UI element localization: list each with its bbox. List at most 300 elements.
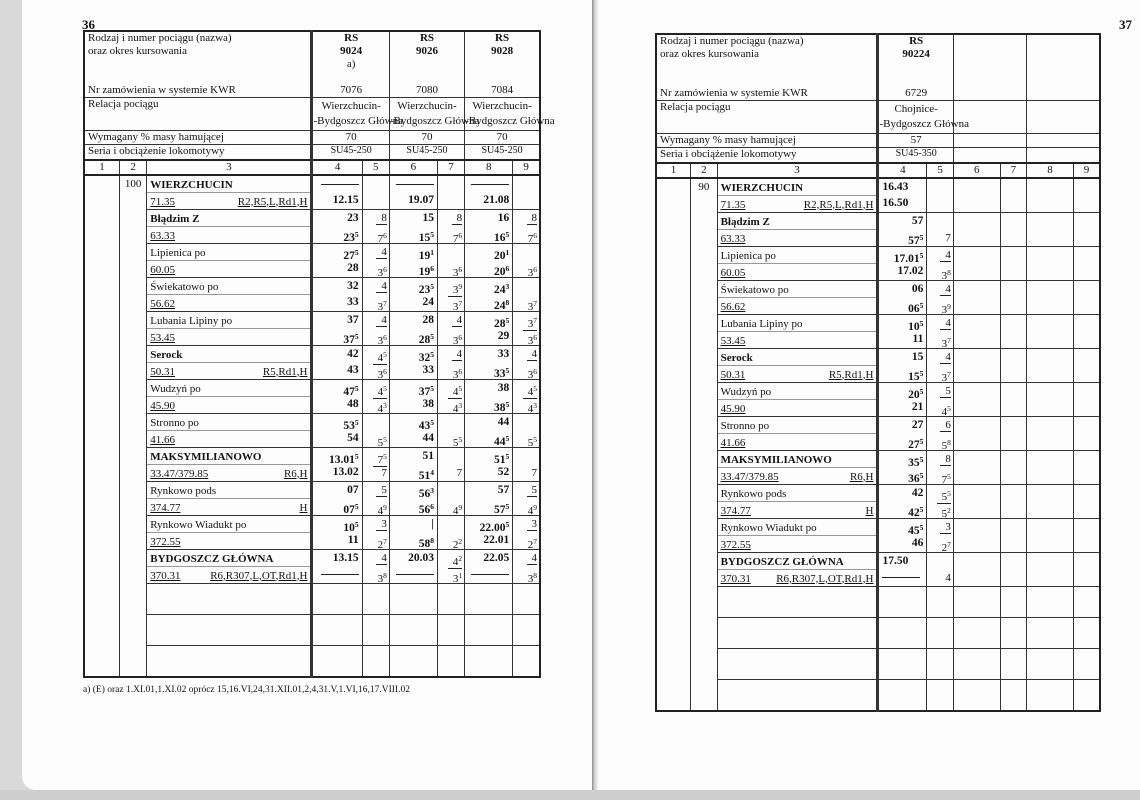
time-cell	[312, 413, 362, 447]
departure-time	[1030, 195, 1070, 211]
station-name: Serock	[150, 348, 183, 361]
arrival-time: $53^5$	[343, 417, 359, 432]
departure-time: $33^5$	[494, 365, 510, 380]
empty-cell	[953, 586, 1000, 617]
running-time-min: $3^6$	[377, 264, 387, 279]
empty-cell	[717, 679, 878, 711]
empty-row	[656, 617, 1100, 648]
station-km: 41.66	[720, 436, 746, 449]
empty-cell	[147, 645, 312, 677]
station-name: Świekatowo po	[150, 280, 219, 293]
departure-time: $06^5$	[908, 300, 924, 315]
running-time-cell	[513, 243, 540, 277]
station-name: MAKSYMILIANOWO	[720, 453, 832, 466]
running-time-cell	[437, 413, 464, 447]
empty-cell	[927, 679, 953, 711]
departure-time	[316, 566, 358, 582]
arrival-time: $28^5$	[494, 315, 510, 330]
station-km: 63.33	[150, 229, 175, 242]
station-cell	[147, 243, 312, 277]
station-km: 60.05	[150, 263, 175, 276]
running-time-max: $4^5$	[448, 386, 462, 399]
station-km: 53.45	[150, 331, 175, 344]
running-time-max: 4	[376, 280, 387, 293]
time-cell	[389, 515, 437, 549]
departure-time	[957, 229, 997, 245]
time-cell	[1027, 212, 1074, 246]
time-cell	[953, 484, 1000, 518]
departure-time	[1030, 263, 1070, 279]
empty-cell	[1000, 586, 1026, 617]
time-cell	[878, 484, 927, 518]
header-kwr-row	[84, 84, 540, 98]
running-time-min	[1003, 536, 1024, 552]
station-cell	[147, 447, 312, 481]
time-cell	[465, 481, 513, 515]
departure-time: 46	[911, 536, 924, 549]
running-time-min: $5^8$	[941, 437, 951, 452]
arrival-time: $43^5$	[418, 417, 434, 432]
column-number: 6	[389, 160, 437, 175]
running-time-min	[1076, 468, 1097, 484]
time-cell	[465, 243, 513, 277]
arrival-time	[1030, 553, 1070, 569]
empty-cell	[927, 586, 953, 617]
empty-cell	[1027, 586, 1074, 617]
arrival-time	[957, 349, 997, 365]
empty-cell	[389, 614, 437, 645]
header-train-row	[84, 31, 540, 84]
running-time-min	[1076, 434, 1097, 450]
running-time-cell	[513, 379, 540, 413]
time-cell	[1027, 348, 1074, 382]
train-type: RS	[495, 32, 510, 44]
running-time-max: 4	[376, 552, 387, 565]
running-time-min	[1003, 366, 1024, 382]
running-time-min	[1003, 468, 1024, 484]
column-number: 9	[513, 160, 540, 175]
station-row	[84, 311, 540, 345]
brake-percent: 70	[312, 131, 389, 145]
departure-time: 38	[422, 397, 434, 410]
running-time-min: $2^7$	[527, 536, 537, 551]
station-name: BYDGOSZCZ GŁÓWNA	[150, 552, 274, 565]
station-km: 45.90	[720, 402, 746, 415]
station-codes: R6,R307,L,OT,Rd1,H	[776, 572, 874, 585]
train-kind-label: Rodzaj i numer pociągu (nazwa)	[660, 35, 804, 47]
column-number: 2	[120, 160, 147, 175]
column-number: 7	[1000, 163, 1026, 178]
running-time-cell	[362, 413, 389, 447]
running-time-cell	[1073, 518, 1100, 552]
station-km: 50.31	[150, 365, 175, 378]
station-name: Stronno po	[720, 419, 770, 432]
running-time-min: $4^5$	[941, 403, 951, 418]
arrival-time	[957, 247, 997, 263]
departure-time: $51^4$	[418, 467, 434, 482]
station-row	[84, 345, 540, 379]
running-time-cell	[1073, 416, 1100, 450]
brake-percent: 70	[465, 131, 540, 145]
station-row	[656, 450, 1100, 484]
departure-time: $15^5$	[908, 368, 924, 383]
running-time-cell	[362, 277, 389, 311]
station-name: MAKSYMILIANOWO	[150, 450, 262, 463]
arrival-time: 23	[347, 211, 359, 224]
arrival-time	[1030, 247, 1070, 263]
running-time-max: 3	[527, 518, 538, 531]
departure-time	[957, 195, 997, 211]
column-number: 9	[1073, 163, 1100, 178]
arrival-time	[1030, 485, 1070, 501]
departure-time: $07^5$	[343, 501, 359, 516]
running-time-cell	[1000, 348, 1026, 382]
station-cell	[147, 481, 312, 515]
column-number: 4	[878, 163, 927, 178]
running-time-cell	[513, 481, 540, 515]
running-time-min: $7^6$	[527, 230, 537, 245]
arrival-time: 13.01$^5$	[329, 451, 359, 466]
running-time-cell	[362, 481, 389, 515]
departure-time: 21	[911, 400, 924, 413]
running-time-cell	[513, 345, 540, 379]
running-time-min	[1003, 264, 1024, 280]
station-km: 33.47/379.85	[720, 470, 779, 483]
departure-time: 12.15	[332, 193, 359, 206]
train-header	[465, 31, 540, 84]
running-time-min	[1003, 502, 1024, 518]
relation-from: Chojnice-	[894, 103, 938, 116]
departure-time: $15^5$	[418, 229, 434, 244]
page-right	[598, 0, 1140, 790]
arrival-time: $10^5$	[908, 318, 924, 333]
departure-time: 17.02	[897, 264, 924, 277]
running-time-cell	[1073, 348, 1100, 382]
time-cell	[465, 515, 513, 549]
running-time-min: $3^8$	[527, 570, 537, 585]
running-time-min	[1076, 196, 1097, 212]
brake-label: Wymagany % masy hamującej	[84, 131, 312, 145]
kwr-number	[1027, 87, 1100, 101]
brake-percent	[953, 134, 1026, 148]
running-time-min: 7	[456, 466, 463, 479]
arrival-time: $32^5$	[418, 349, 434, 364]
running-time-max: $7^5$	[373, 454, 387, 467]
station-row	[656, 484, 1100, 518]
station-km: 56.62	[720, 300, 746, 313]
arrival-time: 27	[911, 418, 924, 431]
running-time-cell	[1073, 382, 1100, 416]
running-time-min	[1076, 230, 1097, 246]
time-cell	[878, 450, 927, 484]
train-relation	[1027, 101, 1100, 134]
departure-time	[957, 535, 997, 551]
time-cell	[389, 447, 437, 481]
running-time-max: $5^5$	[937, 491, 951, 504]
column-number: 3	[717, 163, 878, 178]
departure-time	[957, 433, 997, 449]
arrival-time: 51	[422, 449, 434, 462]
running-time-max: 3	[376, 518, 387, 531]
running-time-max: $4^2$	[448, 556, 462, 569]
arrival-time: 42	[347, 347, 359, 360]
station-row	[84, 447, 540, 481]
running-time-min	[515, 193, 537, 209]
running-time-cell	[437, 209, 464, 243]
empty-cell	[513, 583, 540, 614]
running-time-cell	[927, 212, 953, 246]
station-name: Lipienica po	[150, 246, 206, 259]
arrival-time	[957, 281, 997, 297]
no-time-dash	[471, 184, 509, 185]
station-codes: R2,R5,L,Rd1,H	[237, 195, 308, 208]
empty-row	[84, 645, 540, 677]
empty-cell	[717, 586, 878, 617]
arrival-time	[1030, 281, 1070, 297]
empty-cell	[878, 586, 927, 617]
kwr-number: 7084	[465, 84, 540, 98]
running-time-min	[365, 193, 387, 209]
arrival-time	[957, 179, 997, 195]
relation-to	[1027, 116, 1099, 131]
empty-cell	[1000, 679, 1026, 711]
empty-cell	[717, 617, 878, 648]
station-codes: R6,H	[283, 467, 308, 480]
station-codes: R6,R307,L,OT,Rd1,H	[210, 569, 308, 582]
header-brake-row	[84, 131, 540, 145]
running-time-min	[1076, 332, 1097, 348]
running-time-min: $3^9$	[941, 301, 951, 316]
time-cell	[1027, 416, 1074, 450]
departure-time	[1030, 229, 1070, 245]
running-time-min: $5^2$	[941, 505, 951, 520]
running-time-min: $3^7$	[452, 298, 463, 313]
time-cell	[953, 314, 1000, 348]
running-time-cell	[927, 450, 953, 484]
running-time-max: 6	[940, 419, 951, 432]
running-time-cell	[1073, 212, 1100, 246]
running-time-max: 4	[527, 552, 538, 565]
running-time-min: $4^3$	[377, 400, 387, 415]
loco-series	[1027, 148, 1100, 163]
loco-series: SU45-250	[312, 145, 389, 160]
relation-label: Relacja pociągu	[656, 101, 878, 134]
station-row	[656, 314, 1100, 348]
running-time-cell	[927, 280, 953, 314]
empty-cell	[465, 583, 513, 614]
no-time-dash	[396, 574, 434, 575]
running-time-max: 3	[940, 521, 951, 534]
column-number: 2	[691, 163, 717, 178]
train-relation	[878, 101, 969, 134]
running-time-cell	[1073, 552, 1100, 586]
running-time-max: 5	[940, 385, 951, 398]
departure-time	[1030, 399, 1070, 415]
time-cell	[312, 379, 362, 413]
running-time-min: $7^6$	[377, 230, 387, 245]
arrival-time: $35^5$	[908, 454, 924, 469]
station-km: 372.55	[720, 538, 751, 551]
station-cell	[717, 212, 878, 246]
running-time-min	[1076, 264, 1097, 280]
train-relation	[465, 98, 555, 131]
running-time-cell	[437, 481, 464, 515]
loco-series: SU45-250	[389, 145, 464, 160]
empty-row	[656, 679, 1100, 711]
loco-label: Seria i obciążenie lokomotywy	[656, 148, 878, 163]
arrival-time: 38	[497, 381, 510, 394]
departure-time	[468, 566, 509, 582]
time-cell	[389, 481, 437, 515]
time-cell	[1027, 246, 1074, 280]
running-time-cell	[362, 515, 389, 549]
station-km: 71.35	[720, 198, 746, 211]
station-row	[656, 178, 1100, 213]
departure-time: $36^5$	[908, 470, 924, 485]
running-time-min	[1003, 230, 1024, 246]
arrival-time	[1030, 451, 1070, 467]
time-cell	[878, 314, 927, 348]
train-relation	[312, 98, 403, 131]
departure-time: $16^5$	[494, 229, 510, 244]
running-time-max: 4	[527, 348, 538, 361]
station-cell	[717, 246, 878, 280]
time-cell	[1027, 552, 1074, 586]
column-number: 1	[656, 163, 691, 178]
empty-cell	[312, 645, 362, 677]
arrival-time	[1030, 315, 1070, 331]
running-time-cell	[513, 311, 540, 345]
station-cell	[717, 484, 878, 518]
running-time-cell	[1073, 314, 1100, 348]
train-number: 9026	[415, 45, 438, 58]
running-time-cell	[362, 175, 389, 210]
running-time-max: 4	[940, 283, 951, 296]
time-cell	[312, 481, 362, 515]
loco-series	[953, 148, 1026, 163]
empty-cell	[953, 617, 1000, 648]
running-time-cell	[1000, 518, 1026, 552]
departure-time: 13.02	[332, 465, 359, 478]
running-time-min: $2^2$	[452, 536, 463, 551]
arrival-time: $27^5$	[343, 247, 359, 262]
departure-time	[1030, 535, 1070, 551]
running-time-min: 7	[945, 231, 951, 244]
time-cell	[953, 518, 1000, 552]
station-row	[84, 209, 540, 243]
running-time-cell	[513, 175, 540, 210]
arrival-time: |	[431, 517, 434, 530]
station-km: 372.55	[150, 535, 181, 548]
arrival-time	[1030, 383, 1070, 399]
relation-from: Wierzchucin-	[472, 100, 532, 113]
station-cell	[717, 552, 878, 586]
time-cell	[389, 175, 437, 210]
col1-blank	[656, 178, 691, 711]
time-cell	[953, 212, 1000, 246]
station-name: Rynkowo pods	[150, 484, 217, 497]
arrival-time	[316, 176, 358, 192]
station-name: WIERZCHUCIN	[150, 178, 233, 191]
arrival-time: 44	[497, 415, 510, 428]
arrival-time	[957, 451, 997, 467]
station-km: 33.47/379.85	[150, 467, 209, 480]
relation-label: Relacja pociągu	[84, 98, 312, 131]
time-cell	[1027, 314, 1074, 348]
empty-cell	[362, 583, 389, 614]
departure-time: 33	[422, 363, 434, 376]
empty-cell	[362, 645, 389, 677]
running-time-cell	[1000, 280, 1026, 314]
station-name: Stronno po	[150, 416, 199, 429]
time-cell	[312, 209, 362, 243]
station-cell	[147, 413, 312, 447]
station-codes: R5,Rd1,H	[828, 368, 874, 381]
time-cell	[465, 447, 513, 481]
departure-time	[957, 297, 997, 313]
time-cell	[878, 518, 927, 552]
running-time-cell	[362, 209, 389, 243]
time-cell	[953, 416, 1000, 450]
header-train-row	[656, 34, 1100, 87]
running-time-cell	[927, 416, 953, 450]
empty-cell	[1073, 617, 1100, 648]
time-cell	[953, 552, 1000, 586]
train-type: RS	[344, 32, 359, 44]
station-km: 50.31	[720, 368, 746, 381]
running-time-cell	[1073, 450, 1100, 484]
departure-time: $57^5$	[908, 232, 924, 247]
arrival-time	[957, 519, 997, 535]
arrival-time: $37^5$	[418, 383, 434, 398]
station-codes: R5,Rd1,H	[262, 365, 308, 378]
arrival-time: $51^5$	[494, 451, 510, 466]
arrival-time	[957, 417, 997, 433]
time-cell	[953, 280, 1000, 314]
running-time-cell	[927, 382, 953, 416]
station-cell	[717, 416, 878, 450]
station-name: Wudzyń po	[150, 382, 201, 395]
running-time-cell	[1000, 450, 1026, 484]
relation-to: -Bydgoszcz Główna	[465, 115, 555, 128]
running-time-min	[1076, 400, 1097, 416]
header-relation-row	[84, 98, 540, 131]
departure-time: 19.07	[408, 193, 434, 206]
station-name: WIERZCHUCIN	[720, 181, 804, 194]
running-time-cell	[927, 178, 953, 213]
station-cell	[717, 382, 878, 416]
no-time-dash	[471, 574, 509, 575]
running-time-min: $3^8$	[377, 570, 387, 585]
running-time-min	[1003, 298, 1024, 314]
empty-row	[84, 583, 540, 614]
station-row	[84, 277, 540, 311]
departure-time	[957, 399, 997, 415]
kwr-label: Nr zamówienia w systemie KWR	[84, 84, 312, 98]
no-time-dash	[321, 184, 359, 185]
running-time-cell	[513, 515, 540, 549]
empty-cell	[953, 679, 1000, 711]
scan-bottom-edge	[0, 790, 1140, 800]
running-time-min: 4	[945, 571, 951, 584]
running-time-min: $4^3$	[452, 400, 463, 415]
empty-cell	[953, 648, 1000, 679]
running-time-max: 8	[452, 212, 463, 225]
empty-cell	[927, 648, 953, 679]
line-speed: 90	[691, 178, 717, 711]
arrival-time: $45^5$	[908, 522, 924, 537]
station-row	[656, 348, 1100, 382]
